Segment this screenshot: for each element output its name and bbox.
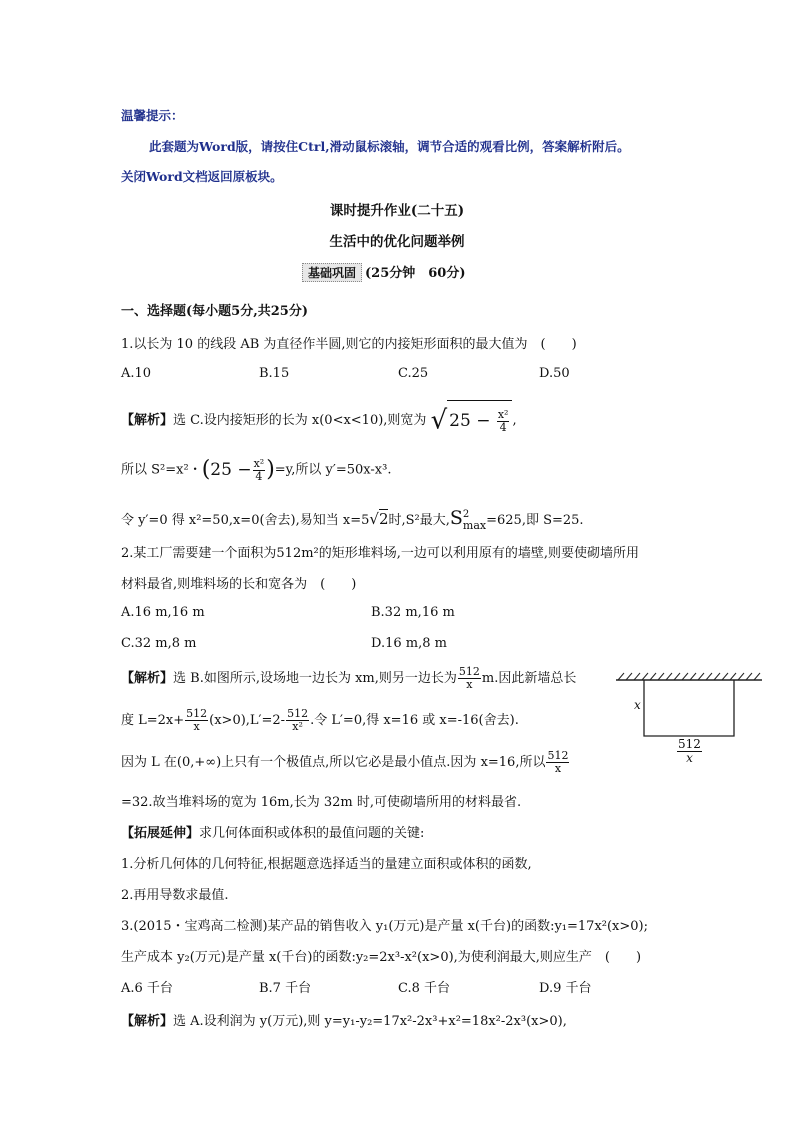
- q2-sol1-pre: 选 B.如图所示,设场地一边长为 xm,则另一边长为: [173, 671, 457, 686]
- fraction-numerator: 512: [186, 707, 208, 721]
- q2-sol2-c: .令 L′=0,得 x=16 或 x=-16(舍去).: [310, 713, 519, 728]
- fraction-x2-over-4: [497, 409, 510, 433]
- q3-stem-line-2: 生产成本 y₂(万元)是产量 x(千台)的函数:y₂=2x³-x²(x>0),为使利润最大,则应生产 ( ): [121, 950, 642, 965]
- q3-option-d: D.9 千台: [539, 981, 592, 996]
- q2-option-b: B.32 m,16 m: [371, 605, 455, 620]
- fraction-denominator: x²: [292, 720, 303, 733]
- q1-line3-pre: 令 y′=0 得 x²=50,x=0(舍去),易知当 x=5: [121, 513, 370, 528]
- q1-option-d: D.50: [539, 366, 570, 381]
- extension-label: 【拓展延伸】: [121, 826, 200, 841]
- sqrt-radicand: 2: [378, 510, 389, 528]
- fraction-512-over-x2: [286, 708, 309, 732]
- extension-line: [121, 822, 424, 841]
- q2-solution-line-1: [121, 660, 576, 698]
- q1-line2-pre: 所以 S²=x²・: [121, 462, 202, 478]
- page-subtitle: 生活中的优化问题举例: [329, 234, 465, 250]
- q1-stem: 1.以长为 10 的线段 AB 为直径作半圆,则它的内接矩形面积的最大值为 ( ): [121, 337, 577, 352]
- fraction-512-over-x: [458, 666, 481, 690]
- q1-solution-line-3: [121, 505, 584, 531]
- q3-option-a: A.6 千台: [121, 981, 173, 996]
- smax-symbol: S: [449, 507, 463, 529]
- paren-close: ): [266, 457, 275, 482]
- fraction-numerator: x²: [497, 408, 509, 422]
- q2-solution-line-2: [121, 702, 519, 740]
- badge-basic: 基础巩固: [302, 263, 362, 282]
- fraction-numerator: 512: [547, 749, 569, 763]
- sqrt-expression: √ 25 − $\frac{\text{x²}}{4}$: [431, 400, 513, 441]
- wall-hatching: [618, 673, 760, 680]
- q2-option-c: C.32 m,8 m: [121, 636, 197, 651]
- notice-heading: 温馨提示：: [121, 108, 184, 123]
- q2-sol1-post: m.因此新墙总长: [481, 671, 577, 686]
- yard-rectangle: [644, 680, 734, 736]
- q3-stem-line-1: 3.(2015・宝鸡高二检测)某产品的销售收入 y₁(万元)是产量 x(千台)的函数:y₁=17x²(x>0);: [121, 919, 649, 934]
- q2-stem-line-1: 2.某工厂需要建一个面积为512m²的矩形堆料场,一边可以利用原有的墙壁,则要使砌墙所用: [121, 546, 640, 561]
- q3-solution-line: [121, 1010, 567, 1029]
- q2-sol3-pre: 因为 L 在(0,+∞)上只有一个极值点,所以它必是最小值点.因为 x=16,所以: [121, 755, 546, 770]
- paren-term: 25 −: [210, 460, 252, 480]
- fraction-numerator: 512: [678, 737, 701, 751]
- fraction-512-over-x: [185, 708, 208, 732]
- q1-solution-line-2: [121, 450, 391, 490]
- extension-item-2: 2.再用导数求最值.: [121, 888, 229, 903]
- q1-option-a: A.10: [121, 366, 152, 381]
- fraction-denominator: x: [466, 678, 473, 691]
- q2-solution-line-4: =32.故当堆料场的宽为 16m,长为 32m 时,可使砌墙所用的材料最省.: [121, 795, 522, 810]
- solution-label: 【解析】: [121, 671, 174, 686]
- wall-figure: [614, 672, 764, 772]
- fraction-denominator: x: [686, 750, 693, 765]
- fraction-512-over-x: [546, 750, 569, 774]
- punctuation: ,: [512, 413, 517, 428]
- q2-stem-line-2: 材料最省,则堆料场的长和宽各为 ( ): [121, 577, 357, 592]
- q1-option-c: C.25: [398, 366, 429, 381]
- fraction-x2-over-4: [253, 458, 266, 482]
- notice-line-2: 关闭Word文档返回原板块。: [121, 169, 283, 184]
- q1-solution-line-1: [121, 400, 517, 440]
- fraction-numerator: x²: [253, 456, 265, 470]
- section-header: [302, 262, 466, 282]
- section-heading: 一、选择题(每小题5分,共25分): [121, 304, 308, 319]
- q1-solution-text: 选 C.设内接矩形的长为 x(0<x<10),则宽为: [173, 413, 427, 428]
- q1-line3-post: =625,即 S=25.: [486, 513, 584, 528]
- q3-option-b: B.7 千台: [259, 981, 312, 996]
- q3-option-c: C.8 千台: [398, 981, 451, 996]
- solution-label: 【解析】: [121, 1014, 174, 1029]
- time-score: (25分钟 60分): [365, 266, 466, 281]
- paren-open: (: [201, 457, 211, 482]
- notice-line-1: 此套题为Word版，请按住Ctrl,滑动鼠标滚轴，调节合适的观看比例，答案解析附后。: [149, 139, 630, 154]
- fraction-numerator: 512: [458, 665, 480, 679]
- figure-side-label: x: [634, 698, 641, 712]
- q1-line3-mid: 时,S²最大,: [388, 513, 450, 528]
- q2-option-d: D.16 m,8 m: [371, 636, 447, 651]
- sqrt-term: 25 −: [449, 411, 491, 431]
- q2-sol2-b: (x>0),L′=2-: [209, 713, 286, 728]
- q1-option-b: B.15: [259, 366, 290, 381]
- q1-line2-post: =y,所以 y′=50x-x³.: [274, 462, 392, 478]
- extension-text: 求几何体面积或体积的最值问题的关键:: [199, 826, 425, 841]
- fraction-numerator: 512: [287, 707, 309, 721]
- smax-superscript: 2: [462, 509, 470, 520]
- q2-option-a: A.16 m,16 m: [121, 605, 205, 620]
- fraction-denominator: 4: [499, 421, 507, 434]
- sqrt-symbol: √: [369, 510, 379, 528]
- q3-solution-text: 选 A.设利润为 y(万元),则 y=y₁-y₂=17x²-2x³+x²=18x²-2x³(x>0),: [173, 1014, 567, 1029]
- extension-item-1: 1.分析几何体的几何特征,根据题意选择适当的量建立面积或体积的函数,: [121, 857, 532, 872]
- figure-bottom-label: [677, 738, 702, 764]
- fraction-denominator: x: [193, 720, 200, 733]
- fraction-denominator: 4: [255, 469, 263, 483]
- q2-sol2-a: 度 L=2x+: [121, 713, 185, 728]
- page-title: 课时提升作业(二十五): [329, 203, 465, 219]
- solution-label: 【解析】: [121, 413, 174, 428]
- q2-solution-line-3: [121, 744, 570, 782]
- fraction-denominator: x: [554, 762, 562, 775]
- smax-subscript: max: [462, 519, 487, 532]
